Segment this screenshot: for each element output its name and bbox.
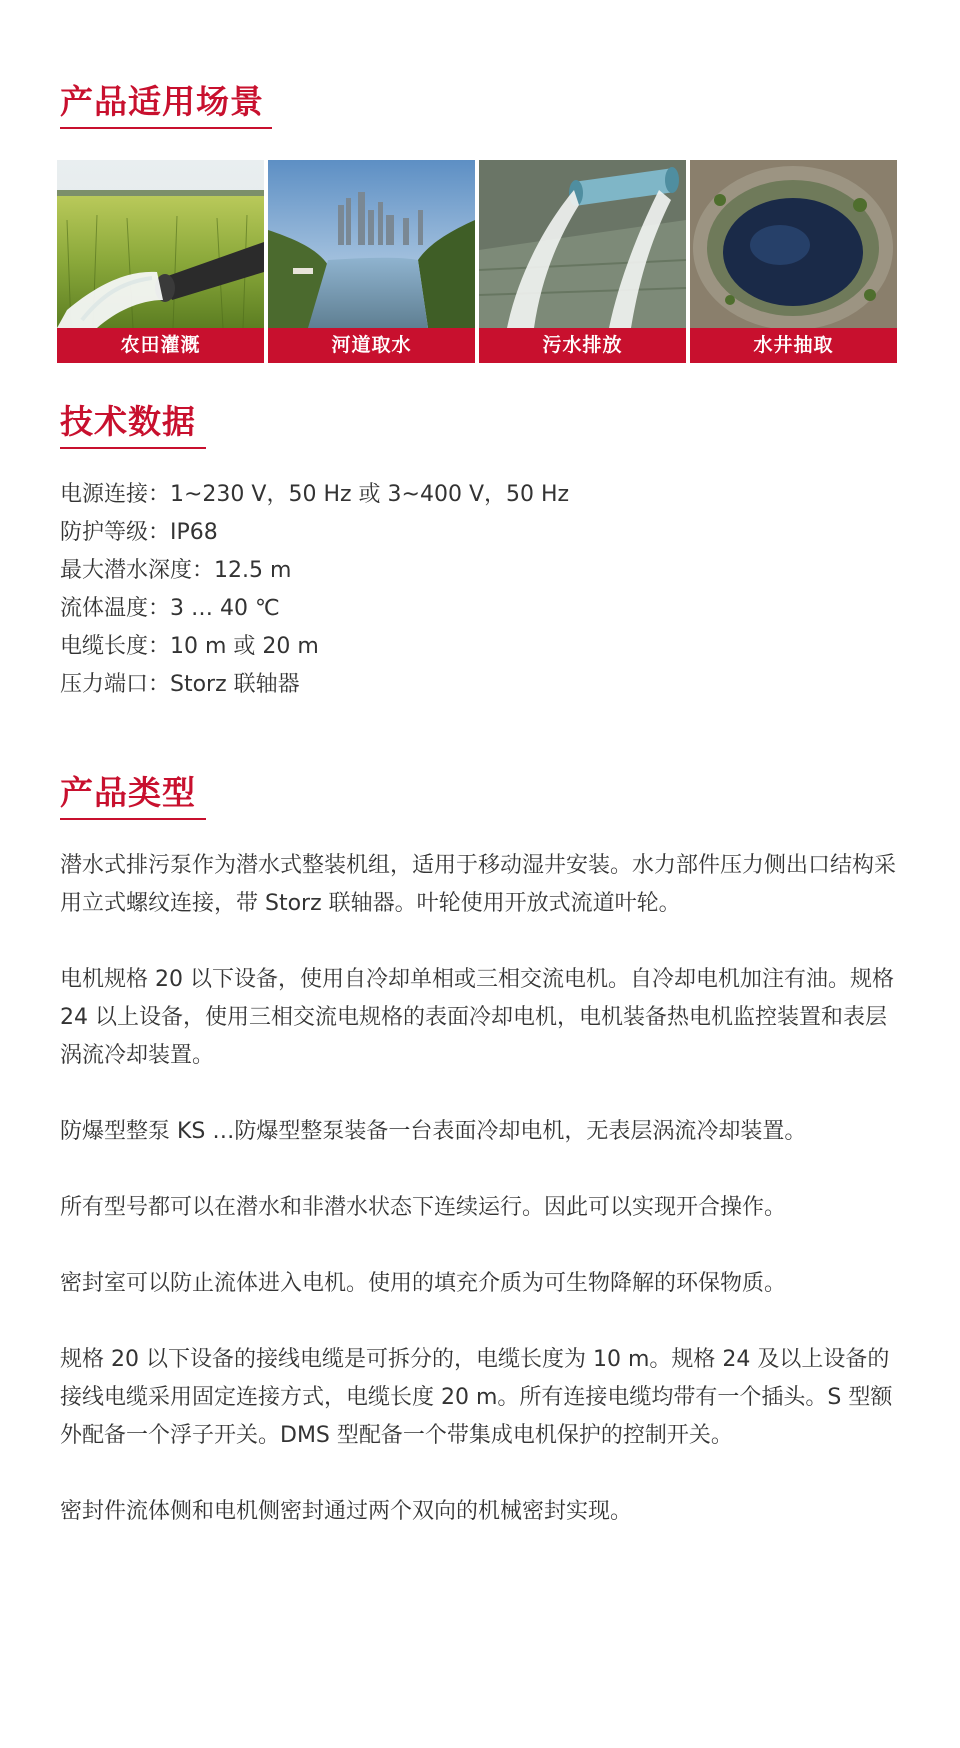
paragraph-seal-chamber: 密封室可以防止流体进入电机。使用的填充介质为可生物降解的环保物质。 (60, 1271, 787, 1296)
spec-protection: 防护等级：IP68 (60, 520, 218, 545)
water-well-image (690, 160, 897, 328)
river-city-image (268, 160, 475, 328)
paragraph-mechanical-seal: 密封件流体侧和电机侧密封通过两个双向的机械密封实现。 (60, 1499, 633, 1524)
scene-card-sewage (479, 160, 686, 363)
rice-field-irrigation-image (57, 160, 264, 328)
paragraph-cable: 规格 20 以下设备的接线电缆是可拆分的，电缆长度为 10 m。规格 24 及以上设备的接线电缆采用固定连接方式，电缆长度 20 m。所有连接电缆均带有一个插头。S 型额外配备一个浮子开关。DMS 型配备一个带集成电机保护的控制开关。 (60, 1347, 893, 1448)
scene-label-irrigation: 农田灌溉 (57, 328, 264, 363)
scene-card-river (268, 160, 475, 363)
product-type-description (60, 847, 902, 1569)
type-title-underline (60, 818, 206, 820)
scenes-title-underline (60, 127, 272, 129)
type-title: 产品类型 (60, 773, 196, 812)
paragraph-motor: 电机规格 20 以下设备，使用自冷却单相或三相交流电机。自冷却电机加注有油。规格 24 以上设备，使用三相交流电规格的表面冷却电机，电机装备热电机监控装置和表层涡流冷却装置。 (60, 967, 894, 1068)
scene-card-well (690, 160, 897, 363)
scene-card-irrigation (57, 160, 264, 363)
scenes-title: 产品适用场景 (60, 82, 264, 121)
scene-label-sewage: 污水排放 (479, 328, 686, 363)
sewage-discharge-image (479, 160, 686, 328)
spec-power: 电源连接：1~230 V，50 Hz 或 3~400 V，50 Hz (60, 482, 570, 507)
scene-label-well: 水井抽取 (690, 328, 897, 363)
spec-cable-length: 电缆长度：10 m 或 20 m (60, 634, 319, 659)
tech-title: 技术数据 (60, 402, 196, 441)
paragraph-explosion-proof: 防爆型整泵 KS …防爆型整泵装备一台表面冷却电机，无表层涡流冷却装置。 (60, 1119, 807, 1144)
tech-title-underline (60, 447, 206, 449)
paragraph-operation: 所有型号都可以在潜水和非潜水状态下连续运行。因此可以实现开合操作。 (60, 1195, 787, 1220)
tech-spec-list (60, 476, 900, 704)
scene-label-river: 河道取水 (268, 328, 475, 363)
spec-fluid-temperature: 流体温度：3 … 40 ℃ (60, 596, 280, 621)
spec-max-depth: 最大潜水深度：12.5 m (60, 558, 292, 583)
scene-gallery (57, 160, 897, 363)
paragraph-installation: 潜水式排污泵作为潜水式整装机组，适用于移动湿井安装。水力部件压力侧出口结构采用立式螺纹连接，带 Storz 联轴器。叶轮使用开放式流道叶轮。 (60, 853, 897, 916)
spec-pressure-port: 压力端口：Storz 联轴器 (60, 672, 300, 697)
